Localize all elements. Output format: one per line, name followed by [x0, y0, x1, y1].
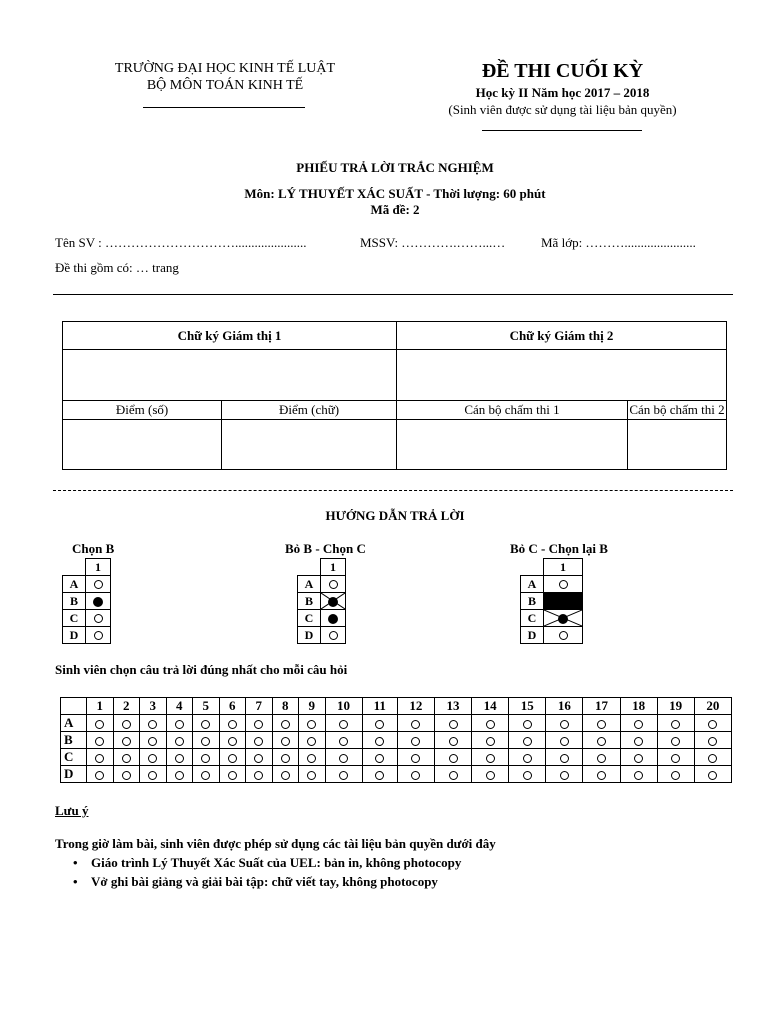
- answer-bubble-cell[interactable]: [397, 732, 434, 749]
- question-number: 17: [583, 698, 620, 715]
- answer-bubble-cell[interactable]: [219, 715, 246, 732]
- answer-bubble[interactable]: [486, 720, 495, 729]
- student-id-field[interactable]: MSSV: ………….……...…: [360, 235, 506, 250]
- example-col-header: 1: [86, 559, 111, 576]
- subject-line: Môn: LÝ THUYẾT XÁC SUẤT - Thời lượng: 60 phút: [244, 186, 546, 201]
- question-number: 11: [362, 698, 397, 715]
- question-number: 15: [509, 698, 546, 715]
- answer-bubble-cell[interactable]: [299, 749, 326, 766]
- answer-bubble[interactable]: [449, 754, 458, 763]
- answer-bubble-cell[interactable]: [272, 766, 299, 783]
- example3-label: Bỏ C - Chọn lại B: [510, 541, 608, 556]
- answer-bubble[interactable]: [175, 720, 184, 729]
- answer-bubble[interactable]: [411, 720, 420, 729]
- answer-bubble[interactable]: [307, 737, 316, 746]
- answer-bubble-cell[interactable]: [694, 715, 731, 732]
- answer-bubble[interactable]: [708, 771, 717, 780]
- answer-bubble-cell[interactable]: [583, 715, 620, 732]
- answer-bubble[interactable]: [201, 737, 210, 746]
- answer-bubble-cell[interactable]: [325, 766, 362, 783]
- instruction-text: Sinh viên chọn câu trả lời đúng nhất cho mỗi câu hỏi: [55, 662, 348, 677]
- score-number-box[interactable]: [63, 420, 222, 470]
- class-code-field[interactable]: Mã lớp: ………......................: [541, 235, 696, 250]
- answer-bubble[interactable]: [148, 754, 157, 763]
- cross-out-icon: [544, 610, 582, 626]
- answer-bubble-cell[interactable]: [472, 766, 509, 783]
- answer-bubble-cell[interactable]: [546, 715, 583, 732]
- answer-bubble-cell[interactable]: [472, 732, 509, 749]
- answer-bubble-cell[interactable]: [166, 766, 193, 783]
- filled-bubble: [328, 614, 338, 624]
- answer-bubble-cell[interactable]: [166, 732, 193, 749]
- question-number: 5: [193, 698, 220, 715]
- answer-bubble[interactable]: [122, 737, 131, 746]
- empty-bubble: [94, 614, 103, 623]
- grader1-box[interactable]: [397, 420, 628, 470]
- answer-bubble-cell[interactable]: [546, 749, 583, 766]
- option-label: B: [521, 593, 544, 610]
- question-number: 20: [694, 698, 731, 715]
- answer-bubble[interactable]: [671, 737, 680, 746]
- answer-bubble[interactable]: [201, 720, 210, 729]
- answer-bubble-cell[interactable]: [362, 715, 397, 732]
- answer-bubble-cell[interactable]: [140, 766, 167, 783]
- answer-bubble-cell[interactable]: [246, 715, 273, 732]
- answer-bubble-cell[interactable]: [272, 732, 299, 749]
- answer-bubble[interactable]: [486, 754, 495, 763]
- answer-bubble-cell[interactable]: [113, 732, 140, 749]
- answer-bubble[interactable]: [634, 737, 643, 746]
- answer-bubble-cell[interactable]: [620, 749, 657, 766]
- answer-bubble-cell[interactable]: [397, 749, 434, 766]
- question-number: 19: [657, 698, 694, 715]
- answer-bubble[interactable]: [95, 754, 104, 763]
- answer-bubble[interactable]: [597, 754, 606, 763]
- answer-bubble[interactable]: [411, 737, 420, 746]
- notes-intro: Trong giờ làm bài, sinh viên được phép sử dụng các tài liệu bản quyền dưới đây: [55, 836, 496, 851]
- exam-header: [410, 58, 715, 118]
- option-row-label: A: [61, 715, 87, 732]
- answer-bubble[interactable]: [486, 737, 495, 746]
- answer-bubble[interactable]: [708, 754, 717, 763]
- answer-bubble-cell[interactable]: [434, 766, 471, 783]
- guide-title: HƯỚNG DẪN TRẢ LỜI: [325, 508, 465, 523]
- answer-bubble[interactable]: [375, 771, 384, 780]
- answer-bubble-cell[interactable]: [140, 749, 167, 766]
- answer-bubble-cell[interactable]: [299, 766, 326, 783]
- answer-bubble[interactable]: [560, 754, 569, 763]
- answer-bubble-cell[interactable]: [509, 715, 546, 732]
- answer-bubble-cell[interactable]: [246, 732, 273, 749]
- answer-bubble-cell[interactable]: [657, 732, 694, 749]
- answer-bubble-cell[interactable]: [546, 732, 583, 749]
- answer-bubble[interactable]: [307, 754, 316, 763]
- answer-grid: [60, 697, 732, 783]
- grid-corner: [61, 698, 87, 715]
- option-label: B: [298, 593, 321, 610]
- answer-bubble-cell[interactable]: [219, 732, 246, 749]
- answer-bubble-cell[interactable]: [583, 749, 620, 766]
- option-label: D: [521, 627, 544, 644]
- answer-bubble[interactable]: [95, 737, 104, 746]
- answer-bubble-cell[interactable]: [246, 749, 273, 766]
- answer-bubble-cell[interactable]: [193, 749, 220, 766]
- sheet-header: [0, 160, 768, 218]
- answer-bubble[interactable]: [634, 771, 643, 780]
- empty-bubble: [559, 631, 568, 640]
- answer-bubble[interactable]: [523, 754, 532, 763]
- answer-bubble[interactable]: [449, 737, 458, 746]
- answer-bubble-cell[interactable]: [299, 715, 326, 732]
- answer-bubble[interactable]: [122, 771, 131, 780]
- option-row-label: D: [61, 766, 87, 783]
- option-row-label: C: [61, 749, 87, 766]
- question-number: 3: [140, 698, 167, 715]
- answer-bubble[interactable]: [523, 771, 532, 780]
- answer-bubble[interactable]: [375, 720, 384, 729]
- answer-bubble-cell[interactable]: [140, 715, 167, 732]
- answer-bubble[interactable]: [671, 720, 680, 729]
- option-label: A: [63, 576, 86, 593]
- answer-bubble[interactable]: [175, 754, 184, 763]
- answer-bubble-cell[interactable]: [325, 749, 362, 766]
- answer-bubble-cell[interactable]: [509, 732, 546, 749]
- divider-info: [53, 294, 733, 295]
- proctor1-signature-box[interactable]: [63, 350, 397, 401]
- sheet-title: PHIẾU TRẢ LỜI TRẮC NGHIỆM: [296, 160, 494, 175]
- answer-bubble[interactable]: [281, 771, 290, 780]
- example1-grid: [62, 558, 111, 644]
- score-text-header: Điểm (chữ): [222, 401, 397, 420]
- question-number: 2: [113, 698, 140, 715]
- answer-bubble-cell[interactable]: [219, 749, 246, 766]
- answer-bubble-cell[interactable]: [657, 715, 694, 732]
- example2-label: Bỏ B - Chọn C: [285, 541, 366, 556]
- answer-bubble[interactable]: [411, 771, 420, 780]
- answer-bubble-cell[interactable]: [299, 732, 326, 749]
- answer-bubble-cell[interactable]: [546, 766, 583, 783]
- question-number: 14: [472, 698, 509, 715]
- question-number: 13: [434, 698, 471, 715]
- answer-bubble-cell[interactable]: [87, 766, 114, 783]
- dashed-divider: [53, 490, 733, 491]
- answer-bubble[interactable]: [307, 771, 316, 780]
- answer-bubble-cell[interactable]: [87, 715, 114, 732]
- example1-label: Chọn B: [72, 541, 115, 556]
- answer-bubble-cell[interactable]: [583, 766, 620, 783]
- answer-bubble-cell[interactable]: [113, 715, 140, 732]
- page-count-field[interactable]: Đề thi gồm có: … trang: [55, 260, 179, 275]
- cross-out-icon: [321, 593, 345, 609]
- answer-bubble[interactable]: [339, 771, 348, 780]
- answer-bubble[interactable]: [95, 771, 104, 780]
- answer-bubble-cell[interactable]: [193, 766, 220, 783]
- answer-bubble[interactable]: [254, 737, 263, 746]
- question-number: 16: [546, 698, 583, 715]
- option-label: C: [521, 610, 544, 627]
- answer-bubble-cell[interactable]: [620, 732, 657, 749]
- school-name: TRƯỜNG ĐẠI HỌC KINH TẾ LUẬT: [114, 61, 336, 76]
- option-label: D: [298, 627, 321, 644]
- answer-bubble-cell[interactable]: [113, 766, 140, 783]
- answer-bubble[interactable]: [634, 720, 643, 729]
- answer-bubble-cell[interactable]: [657, 766, 694, 783]
- answer-bubble-cell[interactable]: [620, 766, 657, 783]
- blackened-cell: [544, 593, 583, 610]
- answer-bubble-cell[interactable]: [434, 715, 471, 732]
- answer-bubble-cell[interactable]: [362, 766, 397, 783]
- question-number: 10: [325, 698, 362, 715]
- answer-bubble[interactable]: [523, 737, 532, 746]
- crossed-bubble-cell: [544, 610, 583, 627]
- answer-bubble-cell[interactable]: [325, 715, 362, 732]
- crossed-bubble-cell: [321, 593, 346, 610]
- answer-bubble[interactable]: [148, 771, 157, 780]
- answer-bubble-cell[interactable]: [620, 715, 657, 732]
- answer-bubble-cell[interactable]: [193, 715, 220, 732]
- question-number: 8: [272, 698, 299, 715]
- question-number: 6: [219, 698, 246, 715]
- answer-bubble[interactable]: [449, 720, 458, 729]
- semester: Học kỳ II Năm học 2017 – 2018: [475, 85, 650, 100]
- answer-bubble[interactable]: [634, 754, 643, 763]
- answer-bubble[interactable]: [339, 737, 348, 746]
- answer-bubble[interactable]: [281, 754, 290, 763]
- question-number: 4: [166, 698, 193, 715]
- answer-bubble[interactable]: [411, 754, 420, 763]
- example3-grid: [520, 558, 583, 644]
- answer-bubble[interactable]: [307, 720, 316, 729]
- question-number: 18: [620, 698, 657, 715]
- example-col-header: 1: [544, 559, 583, 576]
- answer-bubble-cell[interactable]: [166, 715, 193, 732]
- answer-bubble[interactable]: [201, 754, 210, 763]
- answer-bubble[interactable]: [560, 720, 569, 729]
- grader1-header: Cán bộ chấm thi 1: [397, 401, 628, 420]
- answer-bubble-cell[interactable]: [325, 732, 362, 749]
- answer-bubble[interactable]: [597, 771, 606, 780]
- empty-bubble: [329, 580, 338, 589]
- answer-bubble[interactable]: [671, 754, 680, 763]
- option-label: B: [63, 593, 86, 610]
- question-number: 7: [246, 698, 273, 715]
- answer-bubble[interactable]: [486, 771, 495, 780]
- school-header: [60, 60, 390, 94]
- answer-bubble-cell[interactable]: [694, 749, 731, 766]
- answer-bubble-cell[interactable]: [362, 749, 397, 766]
- department-name: BỘ MÔN TOÁN KINH TẾ: [146, 78, 304, 93]
- answer-bubble[interactable]: [597, 737, 606, 746]
- answer-bubble[interactable]: [708, 737, 717, 746]
- answer-bubble-cell[interactable]: [434, 749, 471, 766]
- answer-bubble-cell[interactable]: [434, 732, 471, 749]
- answer-bubble[interactable]: [375, 754, 384, 763]
- answer-bubble-cell[interactable]: [362, 732, 397, 749]
- notes-title: Lưu ý: [55, 803, 89, 818]
- notes-item: • Vở ghi bài giảng và giải bài tập: chữ viết tay, không photocopy: [73, 872, 461, 891]
- proctor2-signature-box[interactable]: [397, 350, 727, 401]
- answer-bubble-cell[interactable]: [472, 715, 509, 732]
- proctor2-header: Chữ ký Giám thị 2: [397, 322, 727, 350]
- example2-grid: [297, 558, 346, 644]
- answer-bubble-cell[interactable]: [87, 732, 114, 749]
- option-label: A: [521, 576, 544, 593]
- grader2-box[interactable]: [628, 420, 727, 470]
- answer-bubble[interactable]: [228, 771, 237, 780]
- answer-bubble[interactable]: [281, 720, 290, 729]
- score-text-box[interactable]: [222, 420, 397, 470]
- signature-table: [62, 321, 727, 470]
- option-label: D: [63, 627, 86, 644]
- example-col-header: 1: [321, 559, 346, 576]
- answer-bubble-cell[interactable]: [509, 749, 546, 766]
- filled-bubble: [93, 597, 103, 607]
- score-number-header: Điểm (số): [63, 401, 222, 420]
- answer-bubble[interactable]: [254, 720, 263, 729]
- option-label: C: [63, 610, 86, 627]
- answer-bubble[interactable]: [449, 771, 458, 780]
- answer-bubble-cell[interactable]: [657, 749, 694, 766]
- answer-bubble-cell[interactable]: [166, 749, 193, 766]
- empty-bubble: [559, 580, 568, 589]
- answer-bubble[interactable]: [708, 720, 717, 729]
- answer-bubble-cell[interactable]: [272, 749, 299, 766]
- answer-bubble[interactable]: [148, 737, 157, 746]
- answer-bubble-cell[interactable]: [272, 715, 299, 732]
- empty-bubble: [94, 580, 103, 589]
- answer-bubble[interactable]: [560, 771, 569, 780]
- divider-right: [482, 130, 642, 131]
- answer-bubble[interactable]: [228, 754, 237, 763]
- grader2-header: Cán bộ chấm thi 2: [628, 401, 727, 420]
- answer-bubble-cell[interactable]: [472, 749, 509, 766]
- answer-bubble[interactable]: [254, 771, 263, 780]
- answer-bubble[interactable]: [122, 754, 131, 763]
- exam-note: (Sinh viên được sử dụng tài liệu bản quyền): [448, 102, 677, 117]
- answer-bubble[interactable]: [281, 737, 290, 746]
- answer-bubble[interactable]: [523, 720, 532, 729]
- notes-list: [73, 853, 461, 891]
- option-row-label: B: [61, 732, 87, 749]
- answer-bubble[interactable]: [95, 720, 104, 729]
- answer-bubble-cell[interactable]: [397, 766, 434, 783]
- answer-bubble[interactable]: [175, 771, 184, 780]
- answer-bubble-cell[interactable]: [87, 749, 114, 766]
- answer-bubble-cell[interactable]: [397, 715, 434, 732]
- answer-bubble-cell[interactable]: [113, 749, 140, 766]
- answer-bubble-cell[interactable]: [694, 732, 731, 749]
- answer-bubble[interactable]: [201, 771, 210, 780]
- answer-bubble[interactable]: [671, 771, 680, 780]
- answer-bubble[interactable]: [560, 737, 569, 746]
- empty-bubble: [94, 631, 103, 640]
- answer-bubble[interactable]: [339, 720, 348, 729]
- proctor1-header: Chữ ký Giám thị 1: [63, 322, 397, 350]
- answer-bubble-cell[interactable]: [219, 766, 246, 783]
- answer-bubble[interactable]: [122, 720, 131, 729]
- question-number: 1: [87, 698, 114, 715]
- answer-bubble[interactable]: [175, 737, 184, 746]
- answer-bubble-cell[interactable]: [694, 766, 731, 783]
- question-number: 9: [299, 698, 326, 715]
- exam-title: ĐỀ THI CUỐI KỲ: [481, 60, 644, 82]
- answer-bubble-cell[interactable]: [193, 732, 220, 749]
- answer-bubble[interactable]: [228, 720, 237, 729]
- answer-bubble[interactable]: [148, 720, 157, 729]
- student-name-field[interactable]: Tên SV : …………………………......................: [55, 235, 307, 250]
- answer-bubble-cell[interactable]: [140, 732, 167, 749]
- answer-bubble[interactable]: [597, 720, 606, 729]
- answer-bubble-cell[interactable]: [509, 766, 546, 783]
- answer-bubble[interactable]: [228, 737, 237, 746]
- notes-item: • Giáo trình Lý Thuyết Xác Suất của UEL: bản in, không photocopy: [73, 853, 461, 872]
- answer-bubble[interactable]: [254, 754, 263, 763]
- answer-bubble[interactable]: [375, 737, 384, 746]
- option-label: C: [298, 610, 321, 627]
- question-number: 12: [397, 698, 434, 715]
- answer-bubble[interactable]: [339, 754, 348, 763]
- option-label: A: [298, 576, 321, 593]
- divider-left: [143, 107, 305, 108]
- empty-bubble: [329, 631, 338, 640]
- answer-bubble-cell[interactable]: [583, 732, 620, 749]
- exam-code: Mã đề: 2: [370, 202, 420, 217]
- answer-bubble-cell[interactable]: [246, 766, 273, 783]
